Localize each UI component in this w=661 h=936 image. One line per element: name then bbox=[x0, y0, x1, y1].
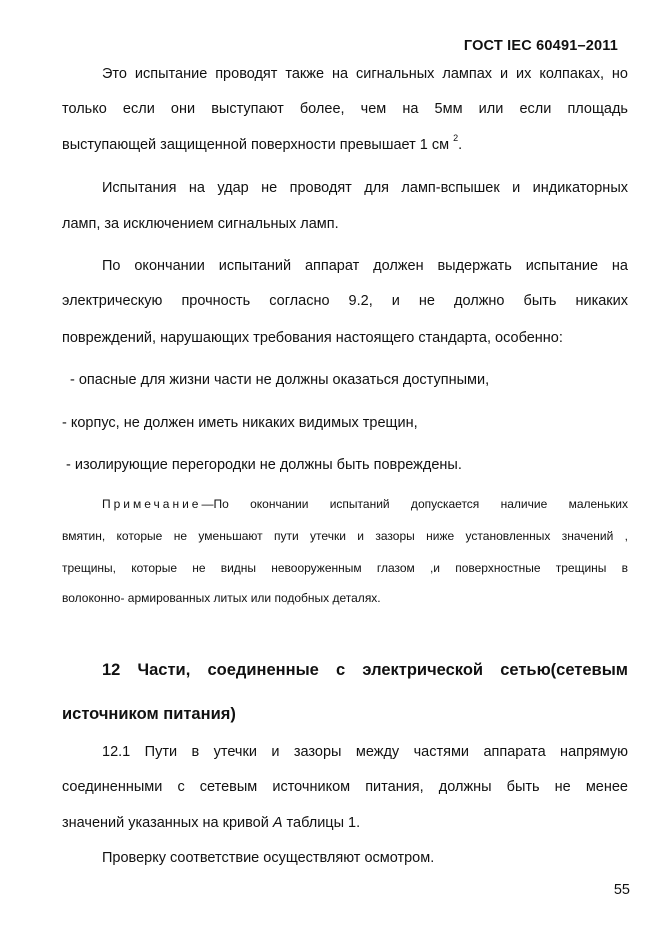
note-line-1 bbox=[102, 495, 628, 513]
list-item-3: - изолирующие перегородки не должны быть повреждены. bbox=[66, 457, 462, 473]
check-line-1: Проверку соответствие осуществляют осмотром. bbox=[102, 850, 435, 866]
note-label: Примечание bbox=[102, 497, 202, 511]
list-item-2: - корпус, не должен иметь никаких видимых трещин, bbox=[62, 415, 418, 431]
paragraph-3-line-1: По окончании испытаний аппарат должен выдержать испытание на bbox=[102, 258, 628, 274]
list-item-1: - опасные для жизни части не должны оказаться доступными, bbox=[70, 372, 490, 388]
note-line-4: волоконно- армированных литых или подобных деталях. bbox=[62, 591, 381, 605]
clause-12-1-line-1: 12.1 Пути в утечки и зазоры между частями аппарата напрямую bbox=[102, 744, 628, 760]
paragraph-3-line-3: повреждений, нарушающих требования настоящего стандарта, особенно: bbox=[62, 330, 563, 346]
clause-12-1-line-3 bbox=[62, 813, 360, 833]
document-header: ГОСТ IEC 60491–2011 bbox=[463, 38, 618, 54]
section-heading-line-2: источником питания) bbox=[62, 705, 236, 723]
paragraph-2-line-1: Испытания на удар не проводят для ламп-вспышек и индикаторных bbox=[102, 180, 628, 196]
section-heading-line-1: 12 Части, соединенные с электрической сетью(сетевым bbox=[102, 661, 628, 679]
paragraph-1-line-3-text: выступающей защищенной поверхности превышает 1 см bbox=[62, 137, 450, 153]
paragraph-1-line-2: только если они выступают более, чем на 5мм или если площадь bbox=[62, 101, 628, 117]
superscript-2: 2 bbox=[453, 133, 459, 143]
note-line-1-rest: —По окончании испытаний допускается наличие маленьких bbox=[201, 497, 628, 511]
clause-12-1-line-3-before: значений указанных на кривой bbox=[62, 815, 273, 831]
paragraph-1-line-3-end: . bbox=[458, 137, 463, 153]
clause-12-1-line-3-after: таблицы 1. bbox=[282, 815, 361, 831]
curve-label: А bbox=[272, 815, 283, 831]
paragraph-2-line-2: ламп, за исключением сигнальных ламп. bbox=[62, 216, 339, 232]
page-number: 55 bbox=[613, 882, 630, 898]
note-line-3: трещины, которые не видны невооруженным глазом ,и поверхностные трещины в bbox=[62, 561, 628, 575]
clause-12-1-line-2: соединенными с сетевым источником питания, должны быть не менее bbox=[62, 779, 628, 795]
paragraph-1-line-1: Это испытание проводят также на сигнальных лампах и их колпаках, но bbox=[102, 66, 628, 82]
paragraph-1-line-3 bbox=[62, 135, 462, 155]
paragraph-3-line-2: электрическую прочность согласно 9.2, и не должно быть никаких bbox=[62, 293, 628, 309]
note-line-2: вмятин, которые не уменьшают пути утечки и зазоры ниже установленных значений , bbox=[62, 529, 628, 543]
